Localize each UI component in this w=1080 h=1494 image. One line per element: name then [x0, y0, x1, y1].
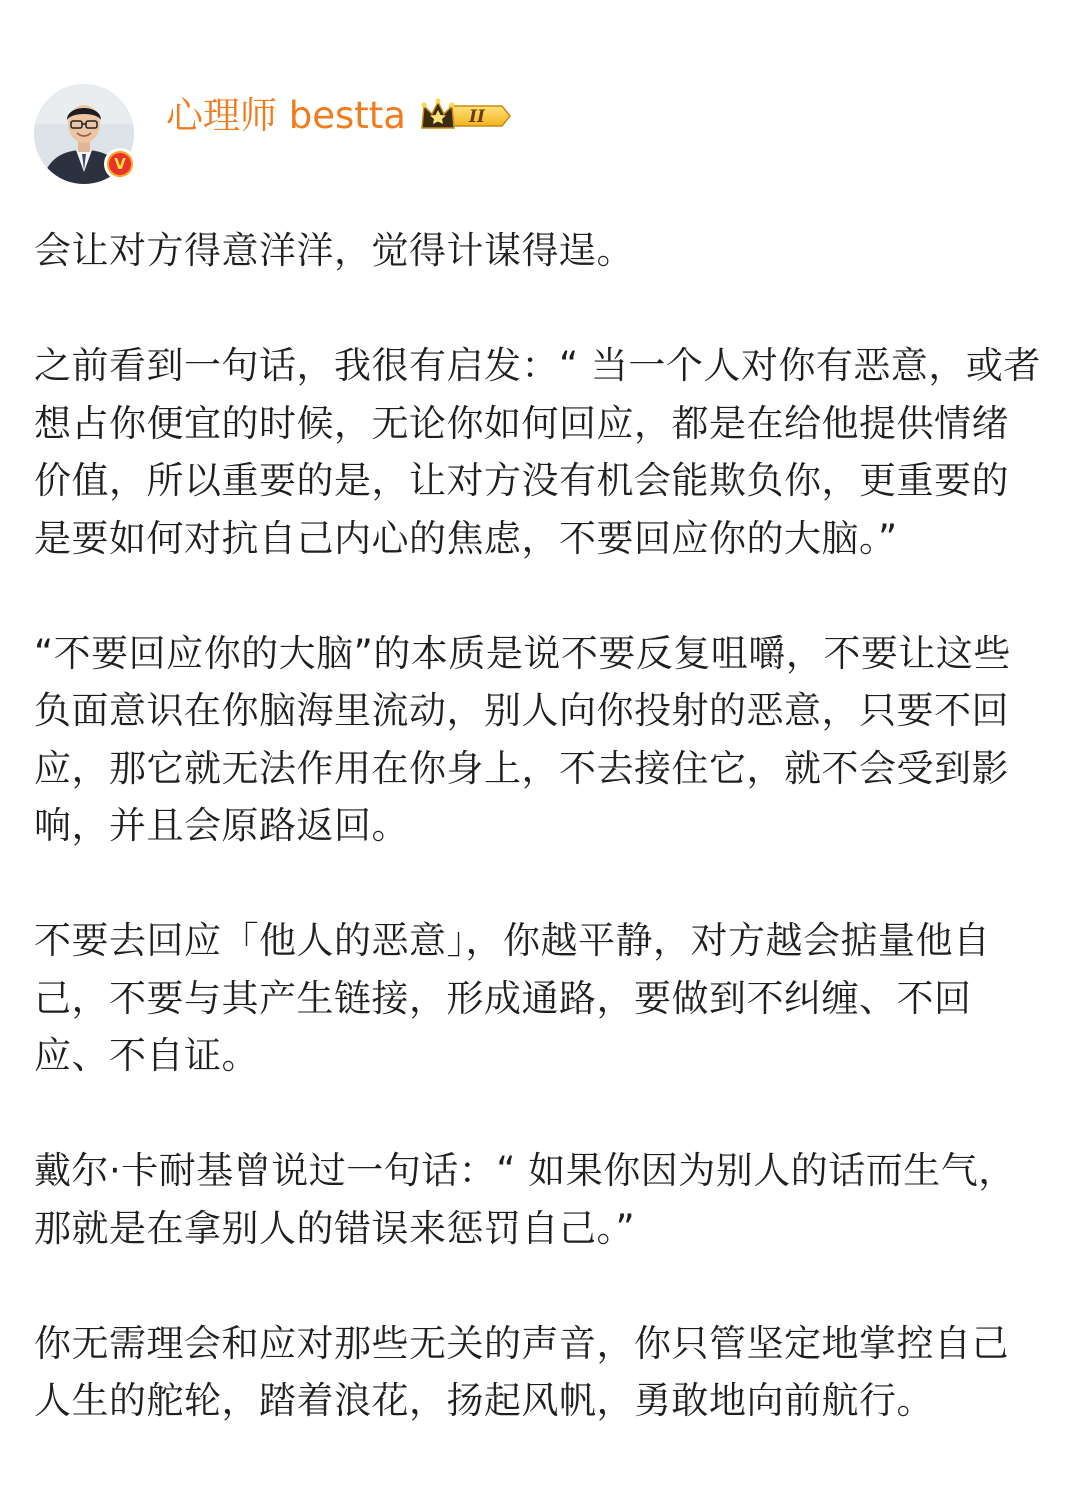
paragraph-spacer — [34, 280, 1044, 338]
paragraph-spacer — [34, 855, 1044, 913]
post-body — [34, 222, 1044, 1430]
username[interactable]: 心理师 bestta — [166, 94, 406, 137]
post-paragraph: 戴尔·卡耐基曾说过一句话：“ 如果你因为别人的话而生气，那就是在拿别人的错误来惩罚自己。” — [34, 1149, 1016, 1250]
verified-badge-icon — [104, 148, 136, 180]
paragraph-spacer — [34, 1085, 1044, 1143]
member-level-crown-icon — [420, 98, 512, 134]
paragraph-spacer — [34, 1257, 1044, 1315]
post-paragraph: 之前看到一句话，我很有启发：“ 当一个人对你有恶意，或者想占你便宜的时候，无论你如何回应，都是在给他提供情绪价值，所以重要的是，让对方没有机会能欺负你，更重要的是要如何对抗自己内心的焦虑，不要回应你的大脑。” — [34, 344, 1041, 560]
verified-badge-label: V — [109, 153, 131, 175]
level-badge-label: II — [469, 107, 485, 127]
post-paragraph: “不要回应你的大脑”的本质是说不要反复咀嚼，不要让这些负面意识在你脑海里流动，别人向你投射的恶意，只要不回应，那它就无法作用在你身上，不去接住它，就不会受到影响，并且会原路返回。 — [34, 631, 1011, 847]
post-paragraph: 不要去回应「他人的恶意」，你越平静，对方越会掂量他自己，不要与其产生链接，形成通路，要做到不纠缠、不回应、不自证。 — [34, 919, 991, 1077]
post-paragraph: 会让对方得意洋洋，觉得计谋得逞。 — [34, 229, 634, 272]
paragraph-spacer — [34, 567, 1044, 625]
post-header — [34, 84, 1044, 188]
post-paragraph: 你无需理会和应对那些无关的声音，你只管坚定地掌控自己人生的舵轮，踏着浪花，扬起风帆，勇敢地向前航行。 — [34, 1321, 1009, 1422]
